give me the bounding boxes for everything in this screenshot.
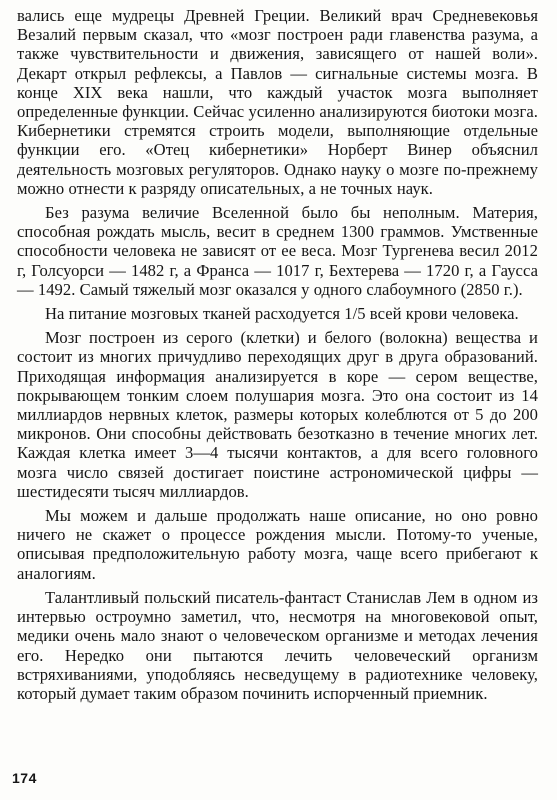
paragraph-5: Мы можем и дальше продолжать наше описание, но оно ровно ничего не скажет о процессе рождения мысли. Потому-то ученые, описывая предположительную работу мозга, чаще всего прибегают к аналогиям. (17, 506, 538, 583)
paragraph-2: Без разума величие Вселенной было бы неполным. Материя, способная рождать мысль, весит в среднем 1300 граммов. Умственные способности человека не зависят от ее веса. Мозг Тургенева весил 2012 г, Голсуорси — 1482 г, а Франса — 1017 г, Бехтерева — 1720 г, а Гаусса — 1492. Самый тяжелый мозг оказался у одного слабоумного (2850 г.). (17, 203, 538, 299)
body-text (17, 6, 538, 703)
paragraph-6: Талантливый польский писатель-фантаст Станислав Лем в одном из интервью остроумно заметил, что, несмотря на многовековой опыт, медики очень мало знают о человеческом организме и методах лечения его. Нередко они пытаются лечить человеческий организм встряхиваниями, уподобляясь несведущему в радиотехнике человеку, который думает таким образом починить испорченный приемник. (17, 587, 538, 703)
paragraph-4: Мозг построен из серого (клетки) и белого (волокна) вещества и состоит из многих причудливо переходящих друг в друга образований. Приходящая информация анализируется в коре — сером веществе, покрывающем тонким слоем полушария мозга. Это она состоит из 14 миллиардов нервных клеток, размеры которых колеблются от 5 до 200 микронов. Они способны действовать безотказно в течение многих лет. Каждая клетка имеет 3—4 тысячи контактов, а для всего головного мозга число связей достигает поистине астрономической цифры — шестидесяти тысяч миллиардов. (17, 328, 538, 501)
paragraph-3: На питание мозговых тканей расходуется 1/5 всей крови человека. (45, 304, 519, 324)
paragraph-1: вались еще мудрецы Древней Греции. Великий врач Средневековья Везалий первым сказал, что «мозг построен ради главенства разума, а также чувствительности и движения, зависящего от нашей воли». Декарт открыл рефлексы, а Павлов — сигнальные системы мозга. В конце XIX века нашли, что каждый участок мозга выполняет определенные функции. Сейчас усиленно анализируются биотоки мозга. Кибернетики стремятся строить модели, выполняющие отдельные функции его. «Отец кибернетики» Норберт Винер объяснил деятельность мозговых регуляторов. Однако науку о мозге по-прежнему можно отнести к разряду описательных, а не точных наук. (17, 6, 538, 198)
page-number: 174 (12, 770, 37, 786)
